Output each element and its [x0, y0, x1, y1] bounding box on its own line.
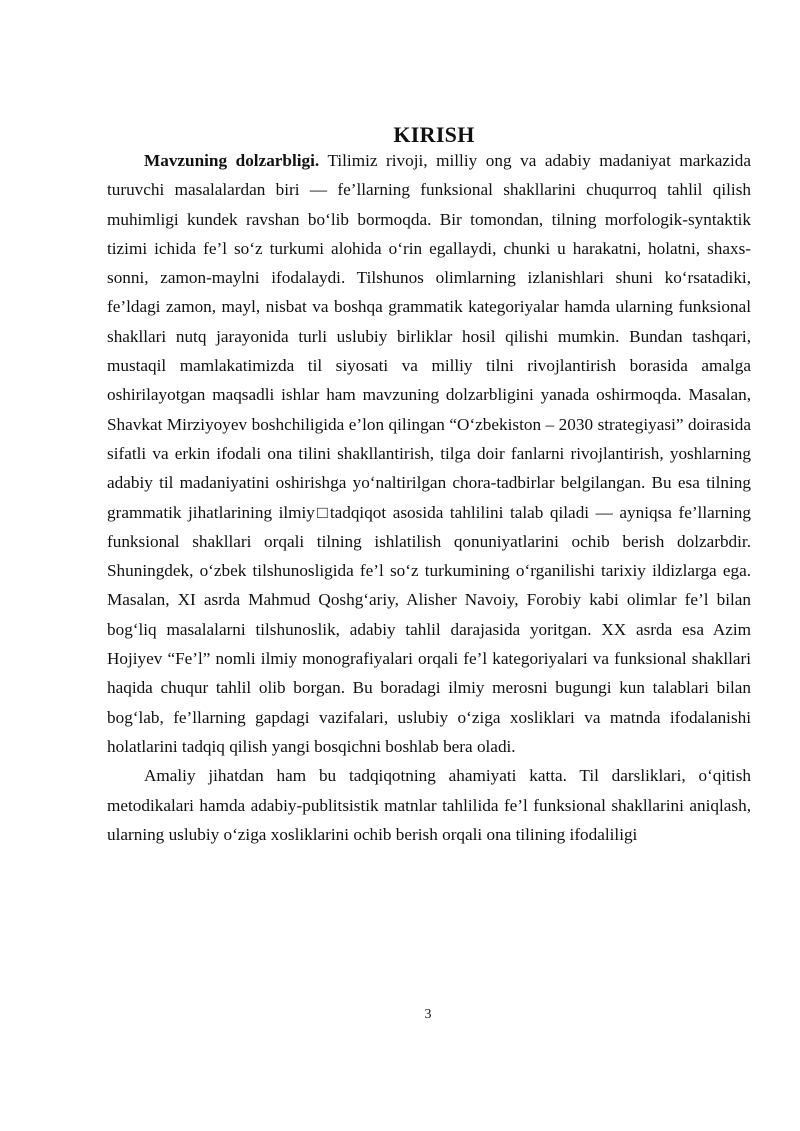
body-text: [107, 146, 751, 849]
paragraph-text: Tilimiz rivoji, milliy ong va adabiy madaniyat markazida turuvchi masalalardan biri — fe’llarning funksional shakllarini chuqurroq tahlil qilish muhimligi kundek ravshan bo‘lib bormoqda. Bir tomondan, tilning morfologik-syntaktik tizimi ichida fe’l so‘z turkumi alohida o‘rin egallaydi, chunki u harakatni, holatni, shaxs-sonni, zamon-maylni ifodalaydi. Tilshunos olimlarning izlanishlari shuni ko‘rsatadiki, fe’ldagi zamon, mayl, nisbat va boshqa grammatik kategoriyalar hamda ularning funksional shakllari nutq jarayonida turli uslubiy birliklar hosil qilishi mumkin. Bundan tashqari, mustaqil mamlakatimizda til siyosati va milliy tilni rivojlantirish borasida amalga oshirilayotgan maqsadli ishlar ham mavzuning dolzarbligini yanada oshirmoqda. Masalan, Shavkat Mirziyoyev boshchiligida e’lon qilingan “O‘zbekiston – 2030 strategiyasi” doirasida sifatli va erkin ifodali ona tilini shakllantirish, tilga doir fanlarni rivojlantirish, yoshlarning adabiy til madaniyatini oshirishga yo‘naltirilgan chora-tadbirlar belgilangan. Bu esa tilning grammatik jihatlarining ilmiy□tadqiqot asosida tahlilini talab qiladi — ayniqsa fe’llarning funksional shakllari orqali tilning ishlatilish qonuniyatlarini ochib berish dolzarbdir. Shuningdek, o‘zbek tilshunosligida fe’l so‘z turkumining o‘rganilishi tarixiy ildizlarga ega. Masalan, XI asrda Mahmud Qoshg‘ariy, Alisher Navoiy, Forobiy kabi olimlar fe’l bilan bog‘liq masalalarni tilshunoslik, adabiy tahlil darajasida yoritgan. XX asrda esa Azim Hojiyev “Fe’l” nomli ilmiy monografiyalari orqali fe’l kategoriyalari va funksional shakllari haqida chuqur tahlil olib borgan. Bu boradagi ilmiy merosni bugungi kun talablari bilan bog‘lab, fe’llarning gapdagi vazifalari, uslubiy o‘ziga xosliklari va matnda ifodalanishi holatlarini tadqiq qilish yangi bosqichni boshlab bera oladi.: [107, 151, 751, 756]
page-number: 3: [424, 1007, 432, 1022]
paragraph-lead: Mavzuning dolzarbligi.: [144, 151, 320, 170]
paragraph-practical: [107, 761, 751, 849]
paragraph-relevance: [107, 146, 751, 761]
paragraph-text: Amaliy jihatdan ham bu tadqiqotning ahamiyati katta. Til darsliklari, o‘qitish metodikalari hamda adabiy-publitsistik matnlar tahlilida fe’l funksional shakllarini aniqlash, ularning uslubiy o‘ziga xosliklarini ochib berish orqali ona tilining ifodaliligi: [107, 766, 751, 844]
page-title: KIRISH: [393, 122, 475, 147]
